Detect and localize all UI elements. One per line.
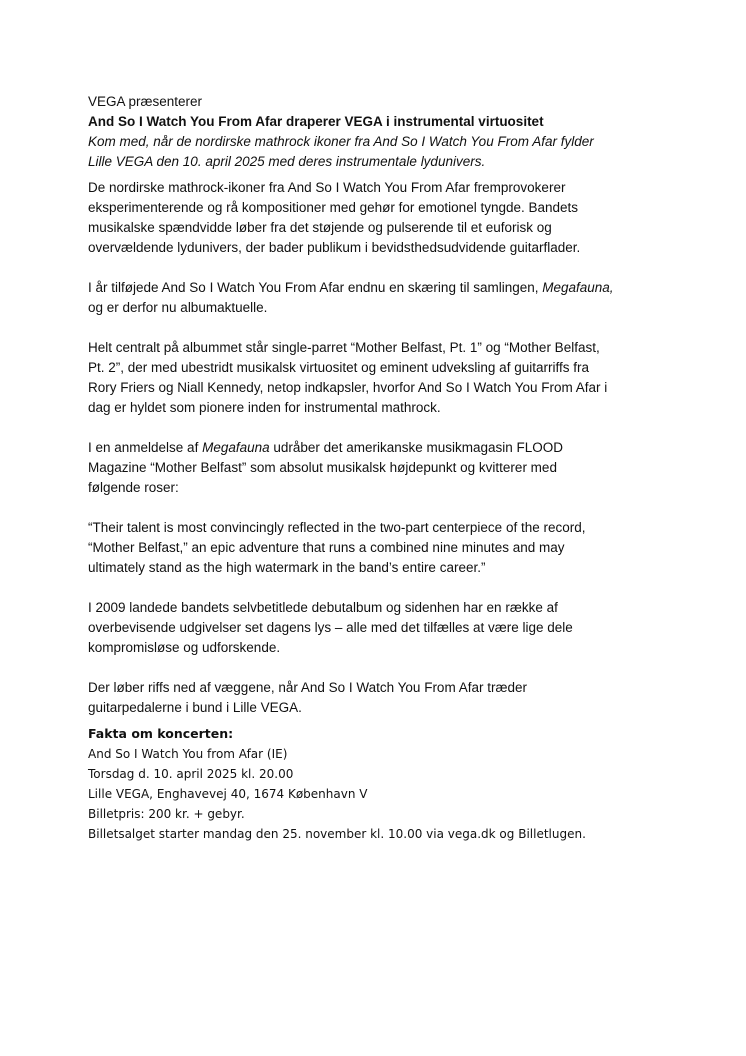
facts-line: Lille VEGA, Enghavevej 40, 1674 København V (88, 787, 368, 801)
paragraph-line (88, 438, 668, 458)
facts-line: Billetpris: 200 kr. + gebyr. (88, 807, 245, 821)
paragraph-singles (88, 338, 668, 418)
paragraph-line: dag er hyldet som pionere inden for instrumental mathrock. (88, 400, 441, 415)
paragraph-text: udråber det amerikanske musikmagasin FLOOD (269, 440, 564, 455)
paragraph-line: Der løber riffs ned af væggene, når And So I Watch You From Afar træder (88, 680, 527, 695)
paragraph-line: og er derfor nu albumaktuelle. (88, 300, 268, 315)
paragraph-closing (88, 678, 668, 718)
quote-line: “Mother Belfast,” an epic adventure that runs a combined nine minutes and may (88, 540, 565, 555)
facts-heading: Fakta om koncerten: (88, 726, 234, 741)
paragraph-line (88, 278, 668, 298)
presenter-line: VEGA præsenterer (88, 94, 203, 109)
lead-line-2: Lille VEGA den 10. april 2025 med deres instrumentale lydunivers. (88, 154, 486, 169)
press-release (88, 92, 668, 844)
review-quote (88, 518, 668, 578)
lead-line-1: Kom med, når de nordirske mathrock ikoner fra And So I Watch You From Afar fylder (88, 134, 594, 149)
paragraph-line: følgende roser: (88, 480, 179, 495)
paragraph-line: overvældende lydunivers, der bader publikum i bevidsthedsudvidende guitarflader. (88, 240, 581, 255)
paragraph-history (88, 598, 668, 658)
concert-facts (88, 724, 668, 844)
paragraph-text: I en anmeldelse af (88, 440, 203, 455)
quote-line: “Their talent is most convincingly reflected in the two-part centerpiece of the record, (88, 520, 586, 535)
paragraph-review (88, 438, 668, 498)
album-title: Megafauna, (542, 280, 614, 295)
facts-line: Torsdag d. 10. april 2025 kl. 20.00 (88, 767, 294, 781)
paragraph-line: I 2009 landede bandets selvbetitlede debutalbum og sidenhen har en række af (88, 600, 558, 615)
quote-line: ultimately stand as the high watermark in the band’s entire career.” (88, 560, 486, 575)
paragraph-line: Rory Friers og Niall Kennedy, netop indkapsler, hvorfor And So I Watch You From Afar i (88, 380, 608, 395)
paragraph-intro (88, 178, 668, 258)
facts-line: Billetsalget starter mandag den 25. november kl. 10.00 via vega.dk og Billetlugen. (88, 827, 586, 841)
paragraph-text: I år tilføjede And So I Watch You From Afar endnu en skæring til samlingen, (88, 280, 543, 295)
paragraph-line: musikalske spændvidde løber fra det støjende og pulserende til et euforisk og (88, 220, 552, 235)
paragraph-line: Magazine “Mother Belfast” som absolut musikalsk højdepunkt og kvitterer med (88, 460, 557, 475)
paragraph-line: Pt. 2”, der med ubestridt musikalsk virtuositet og eminent udveksling af guitarriffs fra (88, 360, 589, 375)
facts-line: And So I Watch You from Afar (IE) (88, 747, 288, 761)
paragraph-album (88, 278, 668, 318)
headline: And So I Watch You From Afar draperer VEGA i instrumental virtuositet (88, 114, 544, 129)
paragraph-line: overbevisende udgivelser set dagens lys – alle med det tilfælles at være lige dele (88, 620, 573, 635)
paragraph-line: De nordirske mathrock-ikoner fra And So I Watch You From Afar fremprovokerer (88, 180, 566, 195)
paragraph-line: eksperimenterende og rå kompositioner med gehør for emotionel tyngde. Bandets (88, 200, 579, 215)
paragraph-line: kompromisløse og udforskende. (88, 640, 281, 655)
paragraph-line: Helt centralt på albummet står single-parret “Mother Belfast, Pt. 1” og “Mother Belfast, (88, 340, 600, 355)
paragraph-line: guitarpedalerne i bund i Lille VEGA. (88, 700, 302, 715)
album-title: Megafauna (202, 440, 270, 455)
